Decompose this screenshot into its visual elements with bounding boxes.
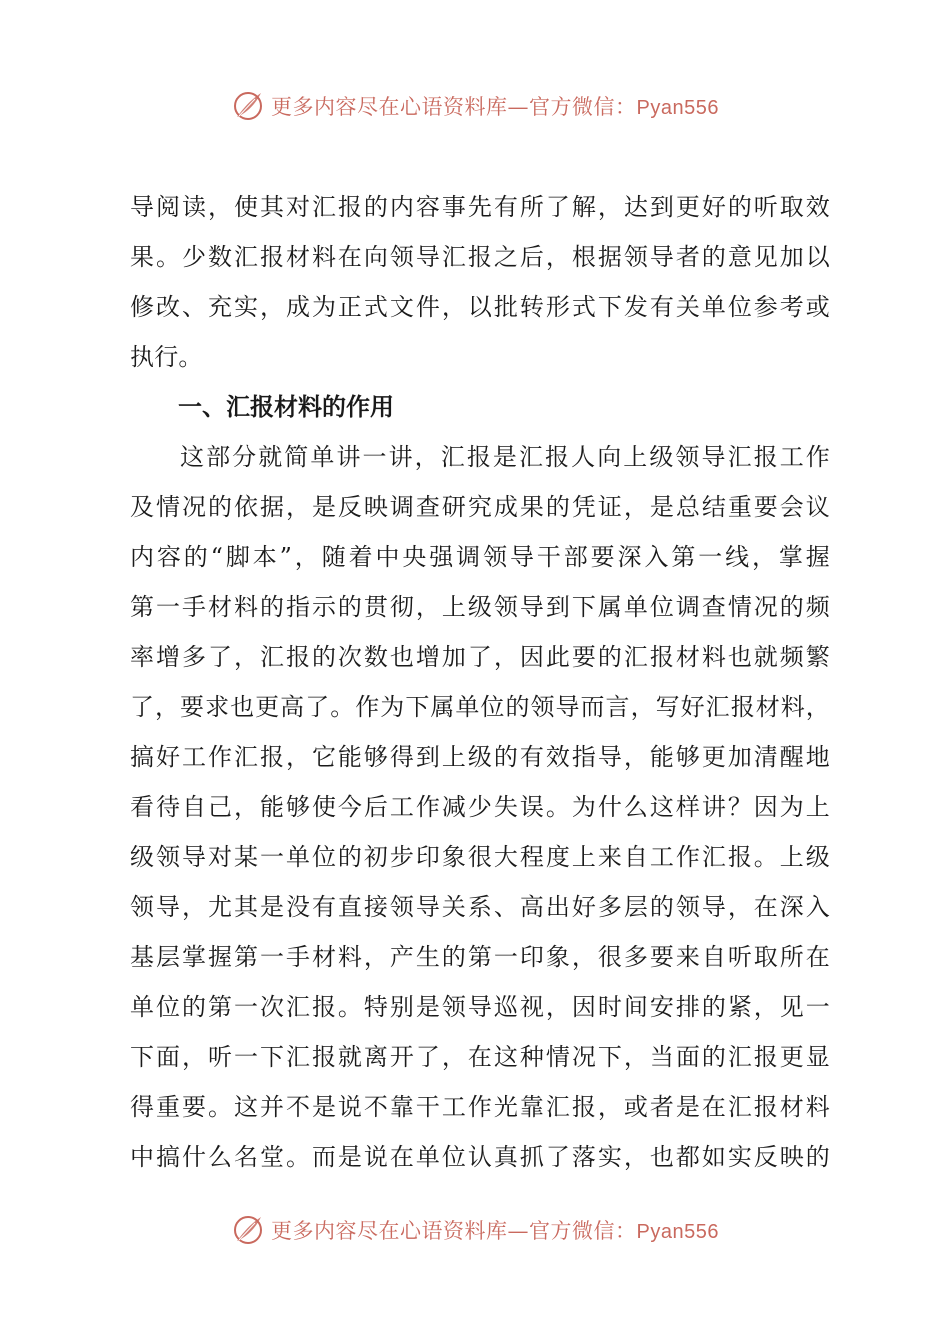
text-line: 基层掌握第一手材料，产生的第一印象，很多要来自听取所在 — [130, 943, 830, 971]
text-line: 级领导对某一单位的初步印象很大程度上来自工作汇报。上级 — [130, 843, 830, 871]
text-line: 执行。 — [130, 343, 203, 371]
text-line: 导阅读，使其对汇报的内容事先有所了解，达到更好的听取效 — [130, 193, 830, 221]
text-line: 中搞什么名堂。而是说在单位认真抓了落实，也都如实反映的 — [130, 1143, 830, 1171]
text-line: 搞好工作汇报，它能够得到上级的有效指导，能够更加清醒地 — [130, 743, 830, 771]
text-line: 果。少数汇报材料在向领导汇报之后，根据领导者的意见加以 — [130, 243, 830, 271]
text-line: 领导，尤其是没有直接领导关系、高出好多层的领导，在深入 — [130, 893, 830, 921]
document-body — [130, 182, 830, 1182]
text-line: 内容的“脚本”，随着中央强调领导干部要深入第一线，掌握 — [130, 543, 830, 571]
text-line: 下面，听一下汇报就离开了，在这种情况下，当面的汇报更显 — [130, 1043, 830, 1071]
text-line: 第一手材料的指示的贯彻，上级领导到下属单位调查情况的频 — [130, 593, 830, 621]
text-line: 率增多了，汇报的次数也增加了，因此要的汇报材料也就频繁 — [130, 643, 830, 671]
section-heading: 一、汇报材料的作用 — [178, 393, 394, 421]
text-line: 修改、充实，成为正式文件，以批转形式下发有关单位参考或 — [130, 293, 830, 321]
watermark-text: 更多内容尽在心语资料库—官方微信：Pyan556 — [271, 1219, 719, 1243]
footer-watermark — [0, 1210, 950, 1250]
header-watermark — [0, 86, 950, 126]
quill-logo-icon — [231, 89, 265, 123]
text-line: 这部分就简单讲一讲，汇报是汇报人向上级领导汇报工作 — [180, 443, 830, 471]
text-line: 得重要。这并不是说不靠干工作光靠汇报，或者是在汇报材料 — [130, 1093, 830, 1121]
text-line: 单位的第一次汇报。特别是领导巡视，因时间安排的紧，见一 — [130, 993, 830, 1021]
watermark-text: 更多内容尽在心语资料库—官方微信：Pyan556 — [271, 95, 719, 119]
text-line: 及情况的依据，是反映调查研究成果的凭证，是总结重要会议 — [130, 493, 830, 521]
quill-logo-icon — [231, 1213, 265, 1247]
text-line: 看待自己，能够使今后工作减少失误。为什么这样讲？因为上 — [130, 793, 830, 821]
text-line: 了，要求也更高了。作为下属单位的领导而言，写好汇报材料， — [130, 693, 830, 721]
